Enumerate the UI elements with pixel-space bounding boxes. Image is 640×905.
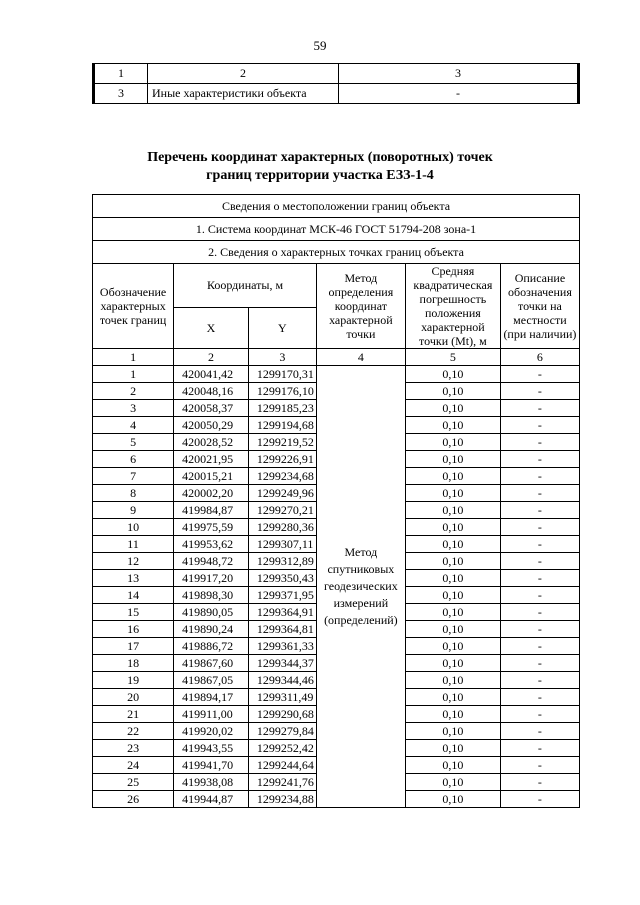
description-value: - xyxy=(500,519,579,536)
coord-x: 419953,62 xyxy=(174,536,249,553)
description-value: - xyxy=(500,706,579,723)
description-value: - xyxy=(500,536,579,553)
heading-line-1: Перечень координат характерных (поворотных) точек xyxy=(147,150,493,165)
point-number: 5 xyxy=(93,434,174,451)
table-row xyxy=(94,84,579,104)
description-value: - xyxy=(500,604,579,621)
error-value: 0,10 xyxy=(405,791,500,808)
point-number: 8 xyxy=(93,485,174,502)
coord-x: 419920,02 xyxy=(174,723,249,740)
header-method: Метод определения координат характерной точки xyxy=(316,264,405,349)
point-number: 18 xyxy=(93,655,174,672)
coord-x: 419975,59 xyxy=(174,519,249,536)
coord-x: 420015,21 xyxy=(174,468,249,485)
point-number: 17 xyxy=(93,638,174,655)
coord-x: 419941,70 xyxy=(174,757,249,774)
coord-x: 419890,24 xyxy=(174,621,249,638)
error-value: 0,10 xyxy=(405,723,500,740)
description-value: - xyxy=(500,774,579,791)
coord-y: 1299252,42 xyxy=(248,740,316,757)
error-value: 0,10 xyxy=(405,417,500,434)
point-number: 16 xyxy=(93,621,174,638)
error-value: 0,10 xyxy=(405,400,500,417)
header-cell: 2 xyxy=(148,64,339,84)
point-number: 26 xyxy=(93,791,174,808)
info-row-location: Сведения о местоположении границ объекта xyxy=(93,195,580,218)
description-value: - xyxy=(500,434,579,451)
row-value: - xyxy=(339,84,579,104)
error-value: 0,10 xyxy=(405,638,500,655)
coord-y: 1299307,11 xyxy=(248,536,316,553)
header-x: X xyxy=(174,307,249,348)
coord-y: 1299249,96 xyxy=(248,485,316,502)
description-value: - xyxy=(500,451,579,468)
coord-x: 419911,00 xyxy=(174,706,249,723)
coord-x: 419886,72 xyxy=(174,638,249,655)
error-value: 0,10 xyxy=(405,621,500,638)
coord-y: 1299219,52 xyxy=(248,434,316,451)
coordinates-table xyxy=(92,194,580,808)
col-number-cell: 3 xyxy=(248,349,316,366)
coord-y: 1299176,10 xyxy=(248,383,316,400)
description-value: - xyxy=(500,553,579,570)
description-value: - xyxy=(500,400,579,417)
coord-x: 419867,05 xyxy=(174,672,249,689)
point-number: 1 xyxy=(93,366,174,383)
coord-y: 1299279,84 xyxy=(248,723,316,740)
coord-x: 420050,29 xyxy=(174,417,249,434)
description-value: - xyxy=(500,655,579,672)
coord-y: 1299280,36 xyxy=(248,519,316,536)
description-value: - xyxy=(500,757,579,774)
error-value: 0,10 xyxy=(405,587,500,604)
error-value: 0,10 xyxy=(405,672,500,689)
point-number: 24 xyxy=(93,757,174,774)
description-value: - xyxy=(500,740,579,757)
coord-x: 419984,87 xyxy=(174,502,249,519)
coord-x: 419867,60 xyxy=(174,655,249,672)
description-value: - xyxy=(500,672,579,689)
error-value: 0,10 xyxy=(405,774,500,791)
coord-x: 419943,55 xyxy=(174,740,249,757)
col-number-cell: 1 xyxy=(93,349,174,366)
point-number: 10 xyxy=(93,519,174,536)
point-number: 11 xyxy=(93,536,174,553)
error-value: 0,10 xyxy=(405,451,500,468)
coord-y: 1299364,81 xyxy=(248,621,316,638)
coord-y: 1299311,49 xyxy=(248,689,316,706)
row-label: Иные характеристики объекта xyxy=(148,84,339,104)
point-number: 22 xyxy=(93,723,174,740)
error-value: 0,10 xyxy=(405,519,500,536)
point-number: 20 xyxy=(93,689,174,706)
point-number: 2 xyxy=(93,383,174,400)
description-value: - xyxy=(500,689,579,706)
info-row-coordinate-system: 1. Система координат МСК-46 ГОСТ 51794-208 зона-1 xyxy=(93,218,580,241)
method-cell: Метод спутниковых геодезических измерений (определений) xyxy=(316,366,405,808)
point-number: 15 xyxy=(93,604,174,621)
coord-y: 1299371,95 xyxy=(248,587,316,604)
header-description: Описание обозначения точки на местности (при наличии) xyxy=(500,264,579,349)
coord-x: 420058,37 xyxy=(174,400,249,417)
coord-y: 1299361,33 xyxy=(248,638,316,655)
coord-y: 1299244,64 xyxy=(248,757,316,774)
page-number: 59 xyxy=(313,38,327,53)
header-y: Y xyxy=(248,307,316,348)
error-value: 0,10 xyxy=(405,502,500,519)
description-value: - xyxy=(500,502,579,519)
col-number-cell: 2 xyxy=(174,349,249,366)
description-value: - xyxy=(500,570,579,587)
header-cell: 3 xyxy=(339,64,579,84)
error-value: 0,10 xyxy=(405,757,500,774)
coord-y: 1299312,89 xyxy=(248,553,316,570)
point-number: 6 xyxy=(93,451,174,468)
coord-y: 1299234,68 xyxy=(248,468,316,485)
error-value: 0,10 xyxy=(405,434,500,451)
col-number-cell: 6 xyxy=(500,349,579,366)
coord-y: 1299234,88 xyxy=(248,791,316,808)
coord-y: 1299185,23 xyxy=(248,400,316,417)
coord-y: 1299344,37 xyxy=(248,655,316,672)
description-value: - xyxy=(500,366,579,383)
error-value: 0,10 xyxy=(405,655,500,672)
description-value: - xyxy=(500,723,579,740)
coord-x: 420041,42 xyxy=(174,366,249,383)
point-number: 12 xyxy=(93,553,174,570)
coord-x: 419890,05 xyxy=(174,604,249,621)
point-number: 25 xyxy=(93,774,174,791)
coord-y: 1299270,21 xyxy=(248,502,316,519)
coord-y: 1299350,43 xyxy=(248,570,316,587)
error-value: 0,10 xyxy=(405,604,500,621)
description-value: - xyxy=(500,587,579,604)
section-heading xyxy=(0,149,640,185)
error-value: 0,10 xyxy=(405,706,500,723)
coord-y: 1299344,46 xyxy=(248,672,316,689)
point-number: 14 xyxy=(93,587,174,604)
point-number: 21 xyxy=(93,706,174,723)
coord-x: 420028,52 xyxy=(174,434,249,451)
coord-x: 419938,08 xyxy=(174,774,249,791)
heading-line-2: границ территории участка ЕЗЗ-1-4 xyxy=(206,168,434,183)
header-cell: 1 xyxy=(94,64,148,84)
header-error: Средняя квадратическая погрешность положения характерной точки (Mt), м xyxy=(405,264,500,349)
description-value: - xyxy=(500,383,579,400)
description-value: - xyxy=(500,417,579,434)
error-value: 0,10 xyxy=(405,366,500,383)
point-number: 3 xyxy=(93,400,174,417)
point-number: 7 xyxy=(93,468,174,485)
description-value: - xyxy=(500,621,579,638)
coord-y: 1299194,68 xyxy=(248,417,316,434)
error-value: 0,10 xyxy=(405,536,500,553)
point-number: 4 xyxy=(93,417,174,434)
table-header-row xyxy=(94,64,579,84)
point-number: 19 xyxy=(93,672,174,689)
description-value: - xyxy=(500,485,579,502)
description-value: - xyxy=(500,791,579,808)
point-number: 13 xyxy=(93,570,174,587)
coord-x: 419917,20 xyxy=(174,570,249,587)
coord-y: 1299241,76 xyxy=(248,774,316,791)
row-number: 3 xyxy=(94,84,148,104)
coord-y: 1299364,91 xyxy=(248,604,316,621)
error-value: 0,10 xyxy=(405,468,500,485)
error-value: 0,10 xyxy=(405,485,500,502)
header-coordinates: Координаты, м xyxy=(174,264,317,308)
coord-y: 1299170,31 xyxy=(248,366,316,383)
coord-x: 419894,17 xyxy=(174,689,249,706)
coord-x: 420021,95 xyxy=(174,451,249,468)
error-value: 0,10 xyxy=(405,383,500,400)
coord-x: 420048,16 xyxy=(174,383,249,400)
error-value: 0,10 xyxy=(405,740,500,757)
coord-x: 419898,30 xyxy=(174,587,249,604)
description-value: - xyxy=(500,468,579,485)
description-value: - xyxy=(500,638,579,655)
point-number: 9 xyxy=(93,502,174,519)
coord-y: 1299226,91 xyxy=(248,451,316,468)
col-number-cell: 5 xyxy=(405,349,500,366)
header-designation: Обозначение характерных точек границ xyxy=(93,264,174,349)
error-value: 0,10 xyxy=(405,553,500,570)
coord-y: 1299290,68 xyxy=(248,706,316,723)
coord-x: 420002,20 xyxy=(174,485,249,502)
col-number-cell: 4 xyxy=(316,349,405,366)
error-value: 0,10 xyxy=(405,689,500,706)
coord-x: 419948,72 xyxy=(174,553,249,570)
table-row xyxy=(93,366,580,383)
coord-x: 419944,87 xyxy=(174,791,249,808)
point-number: 23 xyxy=(93,740,174,757)
info-row-points: 2. Сведения о характерных точках границ объекта xyxy=(93,241,580,264)
error-value: 0,10 xyxy=(405,570,500,587)
characteristics-table xyxy=(92,63,580,104)
